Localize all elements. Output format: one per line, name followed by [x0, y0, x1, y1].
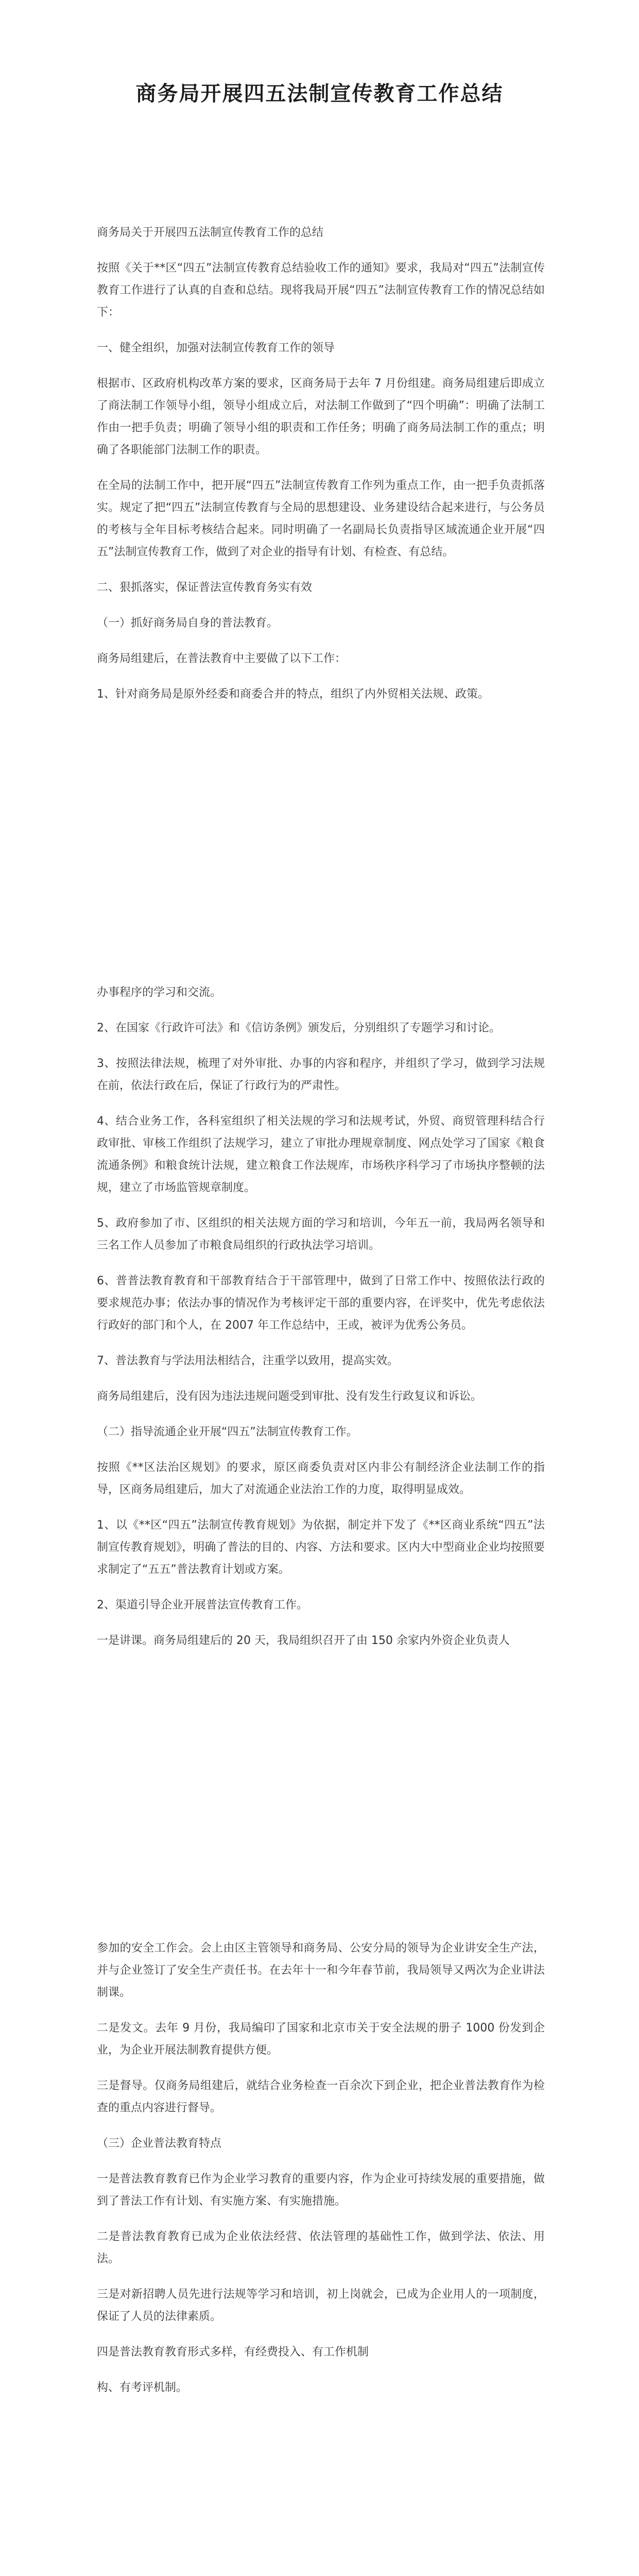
paragraph: 二、狠抓落实，保证普法宣传教育务实有效 [97, 581, 313, 594]
paragraph: 5、政府参加了市、区组织的相关法规方面的学习和培训，今年五一前，我局两名领导和三名工作人员参加了市粮食局组织的行政执法学习培训。 [97, 1217, 545, 1252]
document-title: 商务局开展四五法制宣传教育工作总结 [135, 81, 504, 106]
section-2 [97, 981, 545, 1665]
section-1 [97, 222, 545, 719]
paragraph: 1、以《**区“四五”法制宣传教育规划》为依据，制定并下发了《**区商业系统“四五”法制宣传教育规划》，明确了普法的目的、内容、方法和要求。区内大中型商业企业均按照要求制定了“五五”普法教育计划或方案。 [97, 1519, 545, 1576]
paragraph: 2、渠道引导企业开展普法宣传教育工作。 [97, 1599, 308, 1612]
paragraph: 三是督导。仅商务局组建后，就结合业务检查一百余次下到企业，把企业普法教育作为检查的重点内容进行督导。 [97, 2079, 545, 2114]
paragraph: 按照《**区法治区规划》的要求，原区商委负责对区内非公有制经济企业法制工作的指导，区商务局组建后，加大了对流通企业法治工作的力度，取得明显成效。 [97, 1461, 545, 1496]
paragraph: 商务局组建后，没有因为违法违规问题受到审批、没有发生行政复议和诉讼。 [97, 1390, 482, 1403]
paragraph: 二是普法教育教育已成为企业依法经营、依法管理的基础性工作，做到学法、依法、用法。 [97, 2230, 545, 2265]
paragraph: 构、有考评机制。 [97, 2381, 188, 2394]
paragraph: 根据市、区政府机构改革方案的要求，区商务局于去年 7 月份组建。商务局组建后即成立了商法制工作领导小组，领导小组成立后，对法制工作做到了“四个明确”：明确了法制工作由一把手负责；明确了领导小组的职责和工作任务；明确了商务局法制工作的重点；明确了各职能部门法制工作的职责。 [97, 377, 545, 456]
paragraph: 二是发文。去年 9 月份，我局编印了国家和北京市关于安全法规的册子 1000 份发到企业，为企业开展法制教育提供方便。 [97, 2022, 545, 2057]
paragraph: （二）指导流通企业开展“四五”法制宣传教育工作。 [97, 1426, 358, 1438]
paragraph: 6、普普法教育教育和干部教育结合于干部管理中，做到了日常工作中、按照依法行政的要求规范办事；依法办事的情况作为考核评定干部的重要内容，在评奖中，优先考虑依法行政好的部门和个人，在 2007 年工作总结中，王或，被评为优秀公务员。 [97, 1275, 545, 1332]
paragraph: 四是普法教育教育形式多样，有经费投入、有工作机制 [97, 2346, 369, 2359]
paragraph: 一是讲课。商务局组建后的 20 天，我局组织召开了由 150 余家内外资企业负责人 [97, 1634, 510, 1647]
paragraph: （一）抓好商务局自身的普法教育。 [97, 617, 279, 630]
paragraph: 办事程序的学习和交流。 [97, 986, 222, 999]
paragraph: 商务局关于开展四五法制宣传教育工作的总结 [97, 226, 324, 239]
paragraph: 4、结合业务工作，各科室组织了相关法规的学习和法规考试，外贸、商贸管理科结合行政审批、审核工作组织了法规学习，建立了审批办理规章制度、网点处学习了国家《粮食流通条例》和粮食统计法规，建立粮食工作法规库，市场秩序科学习了市场执序整顿的法规，建立了市场监管规章制度。 [97, 1115, 545, 1194]
section-3 [97, 1937, 545, 2412]
paragraph: 7、普法教育与学法用法相结合，注重学以致用，提高实效。 [97, 1354, 399, 1367]
paragraph: 三是对新招聘人员先进行法规等学习和培训，初上岗就会，已成为企业用人的一项制度，保证了人员的法律素质。 [97, 2288, 545, 2323]
paragraph: 1、针对商务局是原外经委和商委合并的特点，组织了内外贸相关法规、政策。 [97, 688, 489, 701]
paragraph: 按照《关于**区“四五”法制宣传教育总结验收工作的通知》要求，我局对“四五”法制宣传教育工作进行了认真的自查和总结。现将我局开展“四五”法制宣传教育工作的情况总结如下： [97, 262, 545, 319]
paragraph: 一是普法教育教育已作为企业学习教育的重要内容，作为企业可持续发展的重要措施，做到了普法工作有计划、有实施方案、有实施措施。 [97, 2173, 545, 2208]
paragraph: 一、健全组织，加强对法制宣传教育工作的领导 [97, 342, 335, 354]
paragraph: 商务局组建后，在普法教育中主要做了以下工作： [97, 652, 347, 665]
paragraph: 在全局的法制工作中，把开展“四五”法制宣传教育工作列为重点工作，由一把手负责抓落实。规定了把“四五”法制宣传教育与全局的思想建设、业务建设结合起来进行，与公务员的考核与全年目标考核结合起来。同时明确了一名副局长负责指导区域流通企业开展“四五”法制宣传教育工作，做到了对企业的指导有计划、有检查、有总结。 [97, 479, 545, 558]
paragraph: （三）企业普法教育特点 [97, 2137, 222, 2150]
paragraph: 3、按照法律法规，梳理了对外审批、办事的内容和程序，并组织了学习，做到学习法规在前，依法行政在后，保证了行政行为的严肃性。 [97, 1057, 545, 1092]
paragraph: 参加的安全工作会。会上由区主管领导和商务局、公安分局的领导为企业讲安全生产法，并与企业签订了安全生产责任书。在去年十一和今年春节前，我局领导又两次为企业讲法制课。 [97, 1942, 545, 1999]
paragraph: 2、在国家《行政许可法》和《信访条例》颁发后，分别组织了专题学习和讨论。 [97, 1022, 500, 1035]
